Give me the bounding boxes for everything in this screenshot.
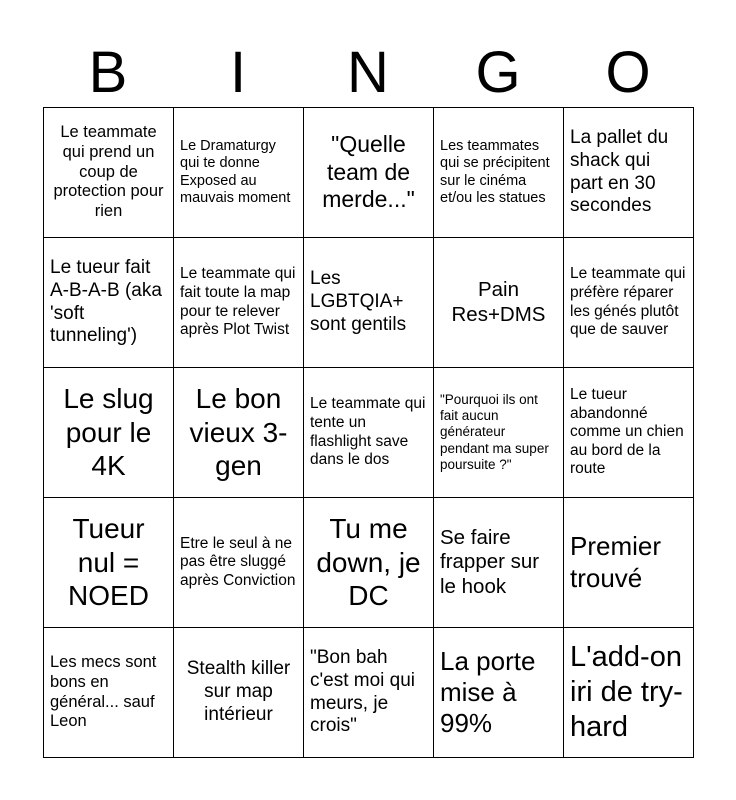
bingo-cell[interactable]: Le tueur fait A-B-A-B (aka 'soft tunneling')	[44, 238, 174, 368]
grid-row	[44, 368, 694, 498]
bingo-cell[interactable]: Le teammate qui préfère réparer les génés plutôt que de sauver	[564, 238, 694, 368]
bingo-cell[interactable]: La porte mise à 99%	[434, 628, 564, 758]
bingo-cell[interactable]: Les LGBTQIA+ sont gentils	[304, 238, 434, 368]
bingo-cell[interactable]: Les teammates qui se précipitent sur le cinéma et/ou les statues	[434, 108, 564, 238]
grid-row	[44, 498, 694, 628]
grid-row	[44, 238, 694, 368]
title-letter-b: B	[88, 40, 128, 105]
bingo-cell[interactable]: Le Dramaturgy qui te donne Exposed au mauvais moment	[174, 108, 304, 238]
grid-row	[44, 108, 694, 238]
bingo-cell[interactable]: Le teammate qui fait toute la map pour te relever après Plot Twist	[174, 238, 304, 368]
bingo-cell[interactable]: "Bon bah c'est moi qui meurs, je crois"	[304, 628, 434, 758]
grid-row	[44, 628, 694, 758]
bingo-grid	[43, 107, 694, 758]
title-letter-g: G	[475, 40, 521, 105]
bingo-cell[interactable]: L'add-on iri de try-hard	[564, 628, 694, 758]
bingo-cell[interactable]: Le teammate qui tente un flashlight save dans le dos	[304, 368, 434, 498]
bingo-cell[interactable]: Les mecs sont bons en général... sauf Leon	[44, 628, 174, 758]
bingo-cell[interactable]: "Quelle team de merde..."	[304, 108, 434, 238]
bingo-cell[interactable]: Tueur nul = NOED	[44, 498, 174, 628]
bingo-cell[interactable]: Le slug pour le 4K	[44, 368, 174, 498]
bingo-cell[interactable]: Se faire frapper sur le hook	[434, 498, 564, 628]
bingo-cell[interactable]: "Pourquoi ils ont fait aucun générateur pendant ma super poursuite ?"	[434, 368, 564, 498]
bingo-cell[interactable]: La pallet du shack qui part en 30 secondes	[564, 108, 694, 238]
bingo-cell[interactable]: Le teammate qui prend un coup de protection pour rien	[44, 108, 174, 238]
bingo-title	[43, 40, 693, 106]
bingo-cell[interactable]: Le bon vieux 3-gen	[174, 368, 304, 498]
title-letter-i: I	[229, 40, 247, 105]
title-letter-o: O	[605, 40, 651, 105]
bingo-cell[interactable]: Pain Res+DMS	[434, 238, 564, 368]
bingo-cell[interactable]: Stealth killer sur map intérieur	[174, 628, 304, 758]
bingo-cell[interactable]: Le tueur abandonné comme un chien au bord de la route	[564, 368, 694, 498]
title-letter-n: N	[347, 40, 389, 105]
bingo-cell[interactable]: Etre le seul à ne pas être sluggé après Conviction	[174, 498, 304, 628]
bingo-cell[interactable]: Tu me down, je DC	[304, 498, 434, 628]
bingo-cell[interactable]: Premier trouvé	[564, 498, 694, 628]
